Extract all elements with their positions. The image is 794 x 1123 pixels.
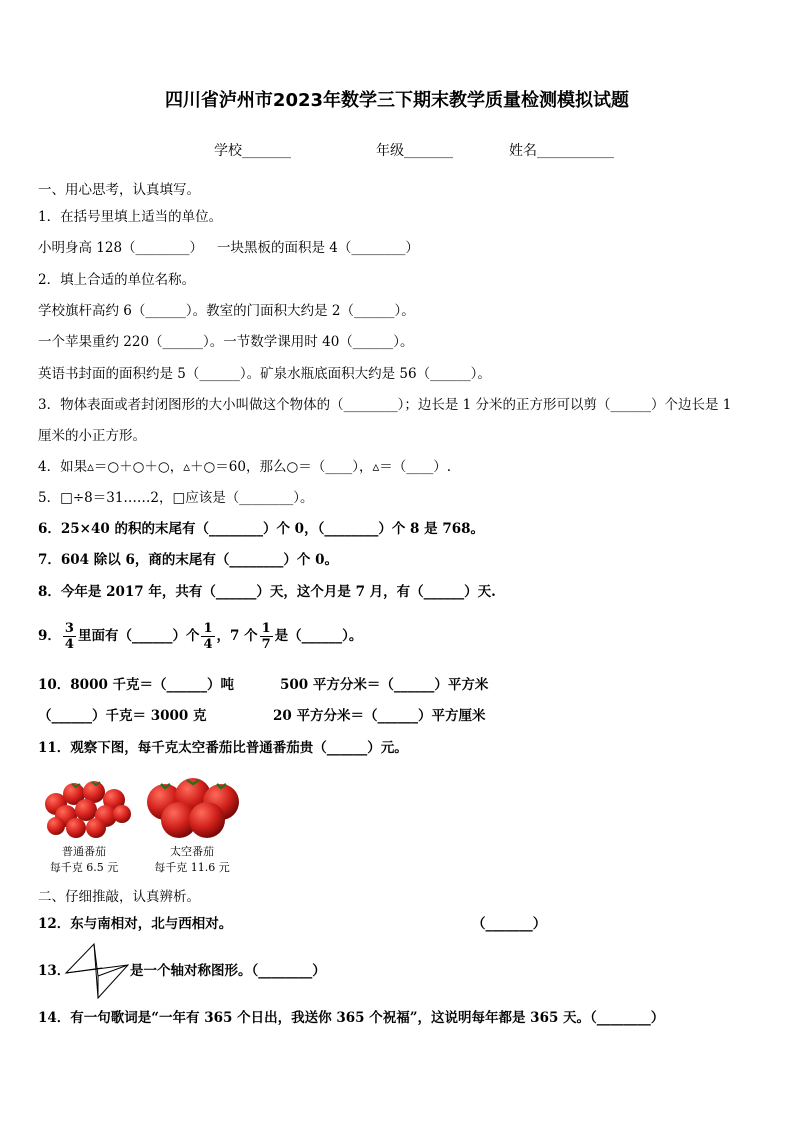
section-1-heading: 一、用心思考，认真填写。 [38, 182, 200, 198]
q2-line-1: 学校旗杆高约 6（______）。教室的门面积大约是 2（______）。 [38, 303, 415, 319]
space-tomato-price: 每千克 11.6 元 [154, 861, 230, 874]
q9 [38, 618, 362, 654]
page-title: 四川省泸州市2023年数学三下期末教学质量检测模拟试题 [164, 90, 630, 111]
q8: 8．今年是 2017 年，共有（______）天，这个月是 7 月，有（______）天. [38, 584, 496, 600]
space-tomatoes-image [143, 774, 241, 840]
q3-line-1: 3．物体表面或者封闭图形的大小叫做这个物体的（________）；边长是 1 分米的正方形可以剪（______）个边长是 1 [38, 397, 732, 413]
q13-number: 13． [38, 963, 71, 979]
ordinary-tomato-price: 每千克 6.5 元 [49, 861, 119, 874]
q2-line-3: 英语书封面的面积约是 5（______）。矿泉水瓶底面积大约是 56（______）。 [38, 366, 491, 382]
q5: 5．□÷8＝31……2，□应该是（________）。 [38, 490, 314, 506]
q10-part-b: 500 平方分米＝（______）平方米 [280, 677, 489, 693]
q1-stem: 1．在括号里填上适当的单位。 [38, 209, 223, 225]
fraction-three-quarters: $\frac{3}{4}$ [64, 621, 74, 652]
section-2-heading: 二、仔细推敲，认真辨析。 [38, 889, 200, 905]
q10-part-d: 20 平方分米＝（______）平方厘米 [273, 708, 486, 724]
fraction-one-quarter: $\frac{1}{4}$ [203, 621, 213, 652]
q2-line-2: 一个苹果重约 220（______）。一节数学课用时 40（______）。 [38, 334, 414, 350]
q9-mid-1: 里面有（______）个 [77, 628, 200, 644]
q1-part-b: 一块黑板的面积是 4（________） [217, 240, 419, 256]
school-field: 学校_______ [214, 143, 291, 159]
q9-prefix: 9． [38, 628, 61, 644]
q10-part-a: 10．8000 千克＝（______）吨 [38, 677, 235, 693]
q2-stem: 2．填上合适的单位名称。 [38, 272, 196, 288]
q12-blank: （_______） [472, 916, 547, 932]
q14: 14．有一句歌词是“一年有 365 个日出，我送你 365 个祝福”，这说明每年都是 365 天。（________） [38, 1010, 665, 1026]
q9-mid-2: ，7 个 [216, 628, 258, 644]
fraction-one-seventh: $\frac{1}{7}$ [261, 621, 271, 652]
q11-stem: 11．观察下图，每千克太空番茄比普通番茄贵（______）元。 [38, 740, 408, 756]
ordinary-tomato-name: 普通番茄 [62, 845, 106, 858]
name-field: 姓名___________ [509, 143, 614, 159]
q1-part-a: 小明身高 128（________） [38, 240, 204, 256]
pinwheel-shape-icon [64, 942, 130, 1000]
q4: 4．如果▵＝○＋○＋○，▵＋○＝60，那么○＝（____），▵＝（____）. [38, 459, 452, 475]
q3-line-2: 厘米的小正方形。 [38, 428, 146, 444]
q7: 7．604 除以 6，商的末尾有（________）个 0。 [38, 552, 338, 568]
q10-part-c: （______）千克＝ 3000 克 [38, 708, 207, 724]
q6: 6．25×40 的积的末尾有（________）个 0，（________）个 8 是 768。 [38, 521, 484, 537]
space-tomato-name: 太空番茄 [170, 845, 214, 858]
space-tomato-label [142, 844, 242, 876]
q9-suffix: 是（______）。 [274, 628, 363, 644]
q12: 12．东与南相对，北与西相对。 [38, 916, 233, 932]
q13-text: 是一个轴对称图形。（________） [130, 963, 326, 979]
grade-field: 年级_______ [376, 143, 453, 159]
ordinary-tomatoes-image [40, 774, 132, 840]
ordinary-tomato-label [34, 844, 134, 876]
